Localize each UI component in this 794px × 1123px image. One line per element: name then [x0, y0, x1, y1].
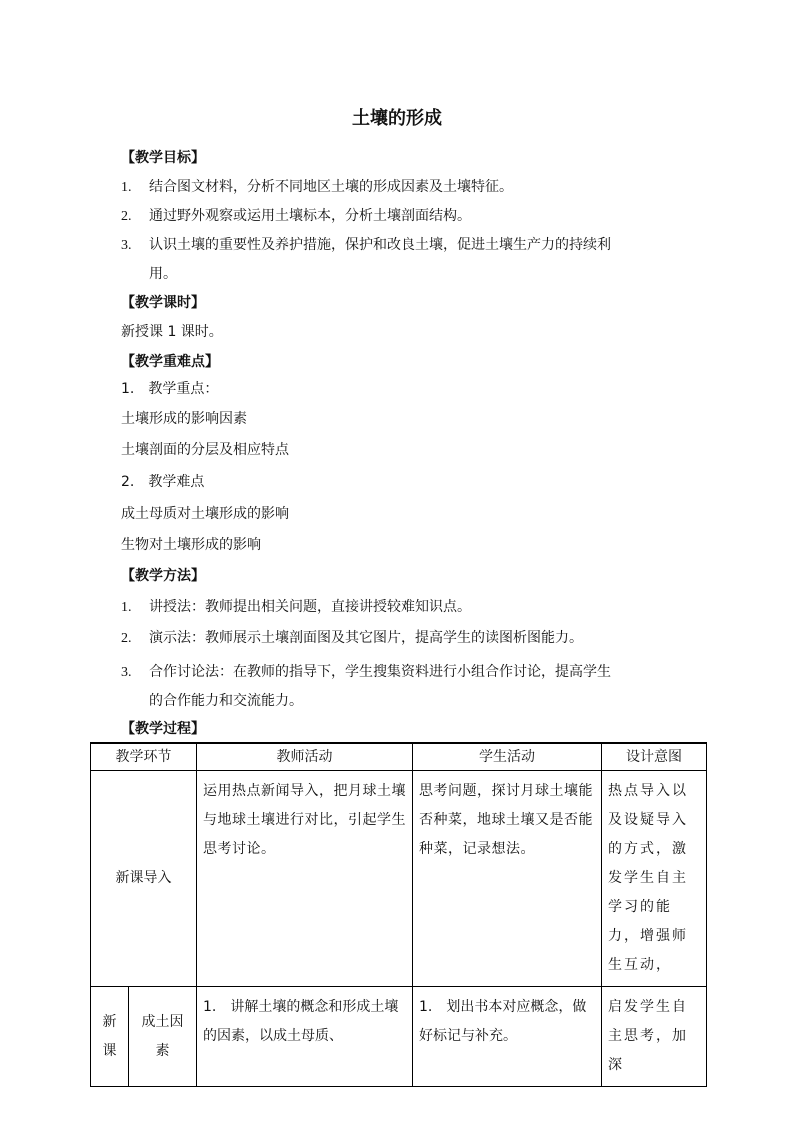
method-item [121, 628, 583, 649]
methods-heading: 【教学方法】 [121, 568, 205, 584]
teacher-activity-cell: 运用热点新闻导入，把月球土壤与地球土壤进行对比，引起学生思考讨论。 [197, 771, 413, 987]
design-intent-cell: 热点导入以及设疑导入的方式，激发学生自主学习的能力，增强师生互动， [602, 771, 707, 987]
keypoints-heading: 【教学重难点】 [121, 354, 219, 370]
item-number: 3. [121, 238, 132, 253]
column-header: 设计意图 [602, 743, 707, 771]
item-text: 讲授法：教师提出相关问题，直接讲授较难知识点。 [149, 599, 471, 615]
objective-item [121, 235, 611, 256]
student-activity-cell: 1. 划出书本对应概念，做好标记与补充。 [413, 987, 602, 1087]
item-number: 1. [121, 180, 132, 195]
item-text: 演示法：教师展示土壤剖面图及其它图片，提高学生的读图析图能力。 [149, 630, 583, 646]
column-header: 教学环节 [91, 743, 197, 771]
process-table [90, 742, 707, 1087]
item-continuation: 的合作能力和交流能力。 [149, 693, 303, 709]
item-continuation: 用。 [149, 266, 177, 282]
difficulty-item: 生物对土壤形成的影响 [121, 537, 261, 553]
column-header: 学生活动 [413, 743, 602, 771]
stage-cell: 新课导入 [91, 771, 197, 987]
item-number: 2. [121, 631, 132, 646]
design-intent-cell: 启发学生自主思考，加深 [602, 987, 707, 1087]
column-header: 教师活动 [197, 743, 413, 771]
item-number: 2. [121, 209, 132, 224]
item-text: 认识土壤的重要性及养护措施，保护和改良土壤，促进土壤生产力的持续利 [149, 237, 611, 253]
process-heading: 【教学过程】 [121, 721, 205, 737]
hours-heading: 【教学课时】 [121, 295, 205, 311]
stage-cell: 新课 [91, 987, 129, 1087]
item-text: 通过野外观察或运用土壤标本，分析土壤剖面结构。 [149, 208, 471, 224]
keypoint-item: 土壤形成的影响因素 [121, 411, 247, 427]
item-text: 结合图文材料，分析不同地区土壤的形成因素及土壤特征。 [149, 179, 513, 195]
item-text: 合作讨论法：在教师的指导下，学生搜集资料进行小组合作讨论，提高学生 [149, 664, 611, 680]
keypoint-item: 土壤剖面的分层及相应特点 [121, 442, 289, 458]
table-row [91, 771, 707, 987]
item-number: 1. [121, 600, 132, 615]
substage-cell: 成土因素 [129, 987, 197, 1087]
objectives-heading: 【教学目标】 [121, 150, 205, 166]
teacher-activity-cell: 1. 讲解土壤的概念和形成土壤的因素，以成土母质、 [197, 987, 413, 1087]
table-row [91, 987, 707, 1087]
objective-item [121, 177, 513, 198]
keypoint-label: 1. 教学重点： [121, 381, 219, 397]
method-item [121, 662, 611, 683]
hours-text: 新授课 1 课时。 [121, 324, 223, 340]
difficulty-label: 2. 教学难点 [121, 474, 205, 490]
difficulty-item: 成土母质对土壤形成的影响 [121, 506, 289, 522]
method-item [121, 597, 471, 618]
objective-item [121, 206, 471, 227]
table-header-row [91, 743, 707, 771]
item-number: 3. [121, 665, 132, 680]
page-title: 土壤的形成 [352, 108, 442, 129]
student-activity-cell: 思考问题，探讨月球土壤能否种菜，地球土壤又是否能种菜，记录想法。 [413, 771, 602, 987]
